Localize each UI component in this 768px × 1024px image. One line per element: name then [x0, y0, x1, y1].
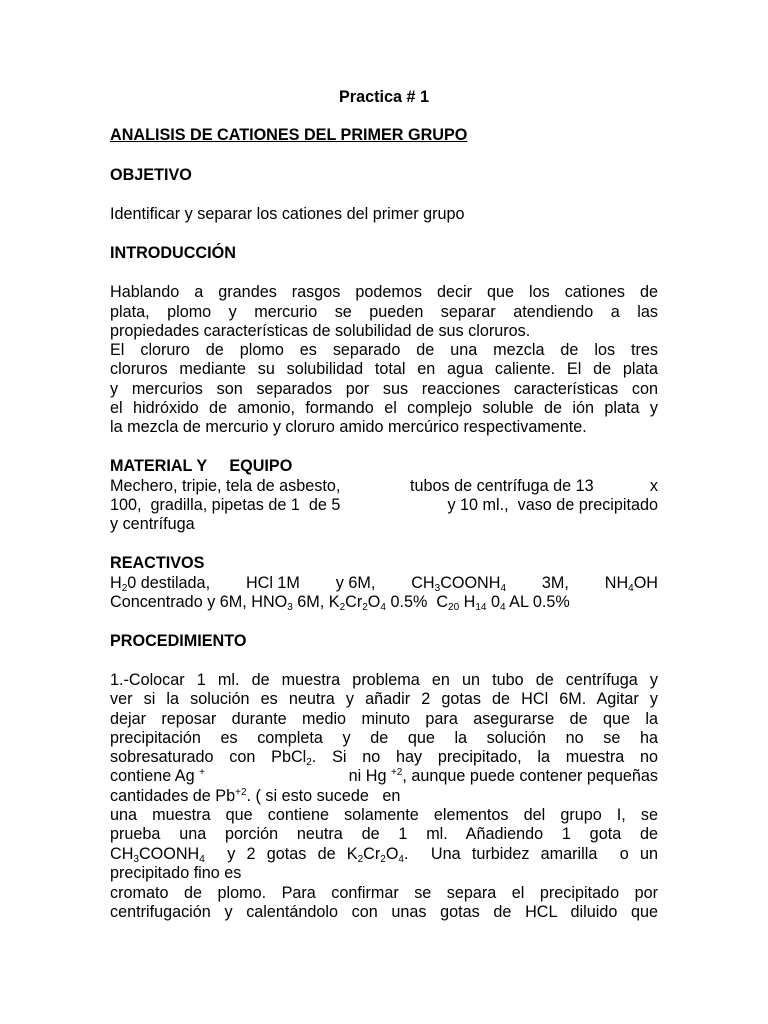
proc-line-10: $CH_3COONH_4$ y 2 gotas de $K_2Cr_2O_4$. Una turbidez amarilla o un: [110, 845, 658, 865]
material-line-1-c: x: [649, 477, 658, 495]
proc-line-7: cantidades de $Pb^{+2}$. ( si esto sucede en: [110, 787, 401, 805]
proc-line-13: centrifugación y calentándolo con unas gotas de HCL diluido que: [110, 903, 658, 921]
proc-line-1: 1.-Colocar 1 ml. de muestra problema en un tubo de centrífuga y: [110, 671, 658, 689]
reactivo-nh4oh: $NH_4OH$: [604, 574, 658, 594]
reactivos-line-1: [110, 574, 658, 593]
intro-line-5: cloruros mediante su solubilidad total en agua caliente. El de plata: [110, 360, 658, 378]
proc-line-4: precipitación es completa y de que la solución no se ha: [110, 729, 658, 747]
main-heading: ANALISIS DE CATIONES DEL PRIMER GRUPO: [110, 126, 468, 144]
intro-line-4: El cloruro de plomo es separado de una mezcla de los tres: [110, 341, 658, 359]
proc-line-6: contiene Ag + ni Hg $^{+2}$, aunque puede contener pequeñas: [110, 767, 658, 785]
reactivos-line-2: Concentrado y 6M, $HNO_3$ 6M, $K_2Cr_2O_4$ 0.5% $C_{20}$ $H_{14}$ $0_4$ AL 0.5%: [110, 593, 570, 613]
reactivo-3m: 3M,: [541, 574, 569, 592]
material-line-3: y centrífuga: [110, 515, 195, 533]
material-line-1-b: tubos de centrífuga de 13: [410, 477, 594, 495]
material-line-2-b: y 10 ml., vaso de precipitado: [447, 496, 658, 514]
reactivo-hcl: HCl 1M: [245, 574, 300, 592]
material-heading: MATERIAL Y EQUIPO: [110, 457, 293, 475]
intro-line-8: la mezcla de mercurio y cloruro amido mercúrico respectivamente.: [110, 418, 587, 436]
reactivo-acetato: $CH_3COONH_4$: [411, 574, 507, 594]
proc-line-5: sobresaturado con PbCl$_2$. Si no hay precipitado, la muestra no: [110, 748, 658, 768]
reactivos-heading: REACTIVOS: [110, 554, 205, 572]
intro-line-2: plata, plomo y mercurio se pueden separar atendiendo a las: [110, 303, 658, 321]
practice-title: Practica # 1: [339, 88, 429, 106]
proc-line-2: ver si la solución es neutra y añadir 2 gotas de HCl 6M. Agitar y: [110, 690, 658, 708]
reactivo-hcl-6m: y 6M,: [335, 574, 376, 592]
objetivo-heading: OBJETIVO: [110, 166, 192, 184]
intro-line-6: y mercurios son separados por sus reacciones características con: [110, 380, 658, 398]
reactivo-agua: $H_20$ destilada,: [110, 574, 211, 594]
intro-line-7: el hidróxido de amonio, formando el complejo soluble de ión plata y: [110, 399, 658, 417]
material-line-2-a: 100, gradilla, pipetas de 1 de 5: [110, 496, 341, 514]
objetivo-text: Identificar y separar los cationes del primer grupo: [110, 205, 465, 223]
proc-line-12: cromato de plomo. Para confirmar se separa el precipitado por: [110, 884, 658, 902]
material-line-1-a: Mechero, tripie, tela de asbesto,: [110, 477, 341, 495]
proc-line-3: dejar reposar durante medio minuto para asegurarse de que la: [110, 710, 658, 728]
intro-line-1: Hablando a grandes rasgos podemos decir que los cationes de: [110, 283, 658, 301]
introduccion-heading: INTRODUCCIÓN: [110, 244, 236, 262]
proc-line-11: precipitado fino es: [110, 864, 242, 882]
proc-line-8: una muestra que contiene solamente elementos del grupo I, se: [110, 806, 658, 824]
proc-line-9: prueba una porción neutra de 1 ml. Añadiendo 1 gota de: [110, 825, 658, 843]
intro-line-3: propiedades características de solubilidad de sus cloruros.: [110, 322, 531, 340]
procedimiento-heading: PROCEDIMIENTO: [110, 632, 247, 650]
